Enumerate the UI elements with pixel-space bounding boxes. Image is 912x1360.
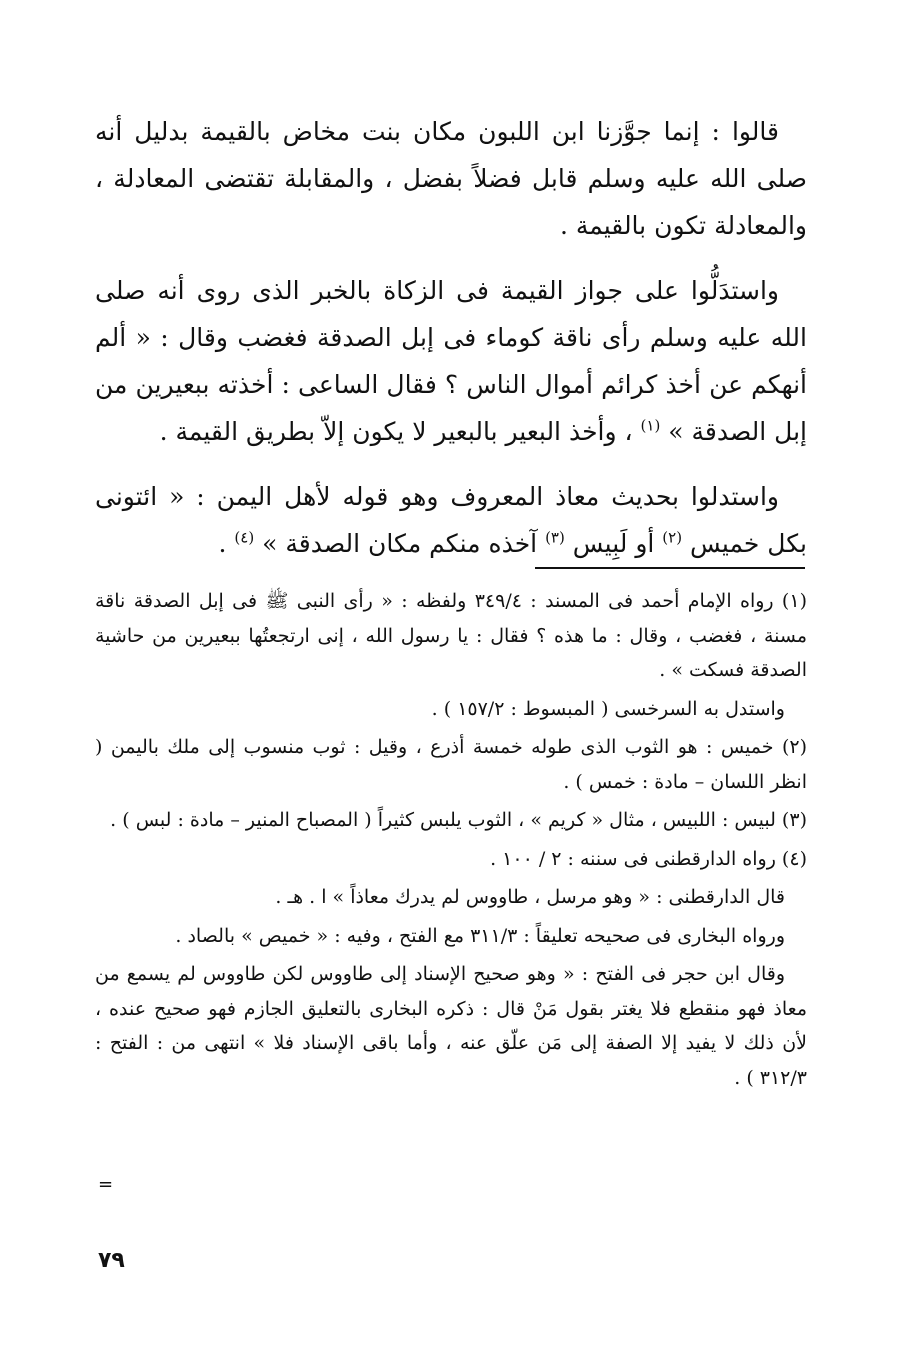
footnote-ref-1: (١) <box>640 416 661 435</box>
main-text <box>95 108 807 585</box>
footnote-4-note-c: وقال ابن حجر فى الفتح : « وهو صحيح الإسناد إلى طاووس لكن طاووس لم يسمع من معاذ فهو منقطع فلا يغتر بقول مَنْ قال : ذكره البخارى بالتعليق الجازم فهو صحيح عنده ، لأن ذلك لا يفيد إلا الصفة إلى مَن علّق عنه ، وأما باقى الإسناد فلا » انتهى من : الفتح : ٣١٢/٣ ) . <box>95 963 807 1089</box>
main-paragraph-3 <box>95 473 807 567</box>
footnote-4-note-b: ورواه البخارى فى صحيحه تعليقاً : ٣١١/٣ مع الفتح ، وفيه : « خميص » بالصاد . <box>175 924 785 947</box>
main-paragraph-3-text-a: واستدلوا بحديث معاذ المعروف وهو قوله لأهل اليمن : « ائتونى بكل خميس <box>95 482 807 558</box>
main-paragraph-1-text: قالوا : إنما جوَّزنا ابن اللبون مكان بنت مخاض بالقيمة بدليل أنه صلى الله عليه وسلم قابل فضلاً بفضل ، والمقابلة تقتضى المعادلة ، والمعادلة تكون بالقيمة . <box>95 117 807 240</box>
footnote-3: (٣) لبيس : اللبيس ، مثال « كريم » ، الثوب يلبس كثيراً ( المصباح المنير – مادة : لبس ) . <box>110 809 807 831</box>
footnote-1: (١) رواه الإمام أحمد فى المسند : ٣٤٩/٤ ولفظه : « رأى النبى ﷺ فى إبل الصدقة ناقة مسنة ، فغضب ، وقال : ما هذه ؟ فقال : يا رسول الله ، إنى ارتجعتُها ببعيرين من حاشية الصدقة فسكت » . <box>95 590 807 681</box>
main-paragraph-3-end: . <box>218 529 227 558</box>
footnote-ref-2: (٢) <box>662 528 683 547</box>
main-paragraph-2 <box>95 267 807 455</box>
footnote-ref-4: (٤) <box>234 528 255 547</box>
footnotes <box>95 584 807 1099</box>
continuation-mark: = <box>98 1174 114 1195</box>
main-paragraph-1 <box>95 108 807 249</box>
footnote-4-note-a: قال الدارقطنى : « وهو مرسل ، طاووس لم يدرك معاذاً » ا . هـ . <box>275 886 785 908</box>
footnote-4: (٤) رواه الدارقطنى فى سننه : ٢ / ١٠٠ . <box>490 847 807 870</box>
main-paragraph-3-text-c: آخذه منكم مكان الصدقة » <box>262 529 538 558</box>
footnote-separator <box>535 567 805 569</box>
footnote-1-note: واستدل به السرخسى ( المبسوط : ١٥٧/٢ ) . <box>431 697 785 720</box>
main-paragraph-3-text-b: أو لَبِيس <box>572 529 655 558</box>
main-paragraph-2-text: واستدَلُّوا على جواز القيمة فى الزكاة بالخبر الذى روى أنه صلى الله عليه وسلم رأى ناقة كوماء فى إبل الصدقة فغضب وقال : « ألم أنهكم عن أخذ كرائم أموال الناس ؟ فقال الساعى : أخذته ببعيرين من إبل الصدقة » <box>95 276 807 446</box>
main-paragraph-2-tail: ، وأخذ البعير بالبعير لا يكون إلاّ بطريق القيمة . <box>159 417 633 446</box>
footnote-2: (٢) خميس : هو الثوب الذى طوله خمسة أذرع ، وقيل : ثوب منسوب إلى ملك باليمن ( انظر اللسان – مادة : خمس ) . <box>95 736 807 793</box>
page-number: ٧٩ <box>98 1248 125 1273</box>
footnote-ref-3: (٣) <box>545 528 565 547</box>
